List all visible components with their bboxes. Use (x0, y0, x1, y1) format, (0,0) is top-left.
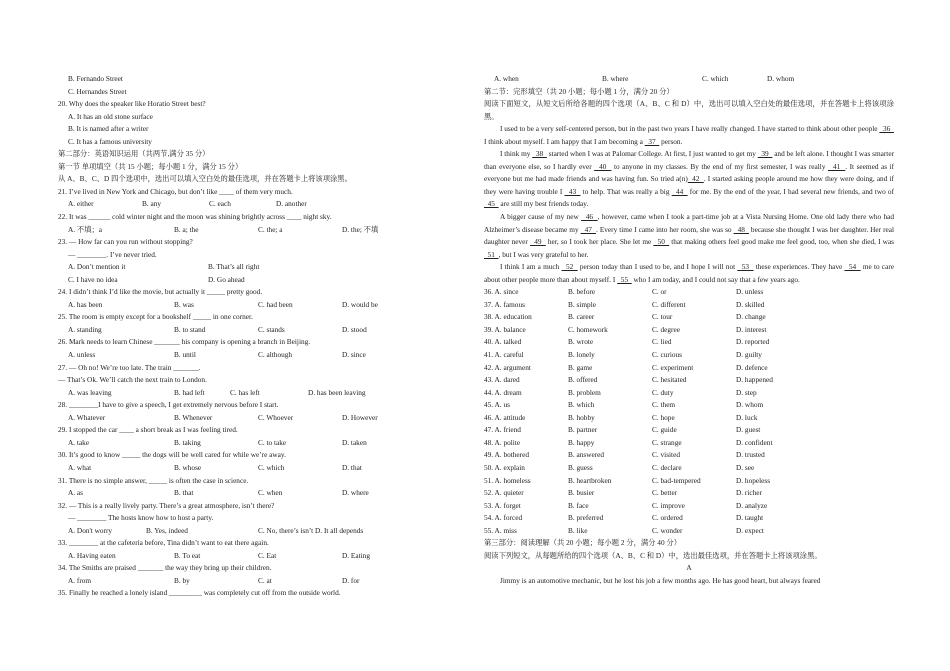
blank-number: 54 (844, 262, 861, 272)
passage-paragraph: I think I am a much 52 person today than I used to be, and I hope I will not 53 these experiences. They have 54 me to care about other people more than about myself. I 55 who I am today, and I could not say that a few years ago. (484, 262, 895, 284)
option-text: C. which (702, 74, 729, 83)
option-text: B. any (142, 199, 162, 209)
option-text: D. whom (736, 400, 764, 410)
option-text: A. 不填；a (68, 224, 103, 234)
option-text: B. guess (568, 462, 593, 472)
option-text: B. like (568, 525, 588, 535)
option-row (58, 387, 473, 400)
question-stem: 33. ________ at the cafeteria before, Tina didn’t want to eat there again. (58, 538, 269, 548)
option-row (58, 198, 473, 211)
option-row (58, 575, 473, 588)
option-text: B. until (174, 350, 196, 360)
option-text: D. guilty (736, 350, 762, 360)
choice-row (484, 449, 894, 462)
option-text: D. interest (736, 324, 767, 334)
option-text: D. whom (767, 74, 795, 83)
option-text: A. was leaving (68, 387, 112, 397)
option-text: 41. A. careful (484, 350, 524, 360)
option-text: D. Eating (342, 550, 370, 560)
section-instructions: 阅读下列短文，从每题所给的四个选项（A、B、C 和 D）中，选出最佳选项，并在答题卡上将该项涂黑。 (484, 550, 822, 560)
option-text: D. stood (342, 324, 367, 334)
option-text: C. although (258, 350, 293, 360)
choice-row (484, 324, 894, 337)
option-text: B. happy (568, 437, 595, 447)
passage-paragraph: I think my 38 started when I was at Palomar College. At first, I just wanted to get my 39 and be left alone. I thought I was smarter than everyone else, so I hardly ever 40 to anyone in my classes. By the end of my first semester, I was really 41 . It seemed as if everyone but me had made friends and was having fun. So tried a(n) 42 . I started asking people around me how they were doing, and if they were having trouble I 43 to help. That was really a big 44 for me. By the end of the year, I had several new friends, and two of 45 are still my best friends today. (484, 149, 895, 209)
option-text: B. by (174, 575, 190, 585)
option-text: B. problem (568, 387, 601, 397)
choice-row (484, 462, 894, 475)
text-line: B. It is named after a writer (68, 124, 149, 134)
passage-paragraph: A bigger cause of my new 46 , however, came when I took a part-time job at a Vista Nursing Home. One old lady there who had Alzheimer’s disease became my 47 . Every time I came into her room, she was so 48 because she thought I was her daughter. Her real daughter never 49 her, so I took her place. She let me 50 that making others feel good make me feel good, too, when she died, I was 51 , but I was very grateful to her. (484, 212, 895, 259)
option-text: B. answered (568, 450, 605, 460)
blank-number: 50 (653, 237, 670, 247)
option-text: A. either (68, 199, 94, 209)
choice-row (484, 399, 894, 412)
blank-number: 51 (484, 249, 499, 259)
option-text: A. from (68, 575, 92, 585)
option-text: D. another (276, 199, 307, 209)
option-text: B. game (568, 362, 593, 372)
blank-number: 37 (644, 136, 660, 146)
option-row (58, 224, 473, 237)
option-text: 40. A. talked (484, 337, 522, 347)
choice-row (484, 349, 894, 362)
option-row (58, 274, 473, 287)
text-line: 从 A、B、C、D 四个选项中，选出可以填入空白处的最佳选项，并在答题卡上将该项涂黑。 (58, 174, 352, 184)
section-title: 第二节：完形填空（共 20 小题；每小题 1 分，满分 20 分） (484, 86, 674, 96)
option-text: C. experiment (652, 362, 694, 372)
option-text: C. tour (652, 312, 673, 322)
option-text: A. what (68, 462, 92, 472)
text-line: 20. Why does the speaker like Horatio Street best? (58, 99, 206, 109)
option-text: B. heartbroken (568, 475, 612, 485)
question-stem: 22. It was ______ cold winter night and the moon was shining brightly across ____ night sky. (58, 212, 332, 222)
option-text: C. different (652, 299, 686, 309)
option-text: D. hopeless (736, 475, 771, 485)
choice-row (484, 487, 894, 500)
option-text: D. that (342, 462, 362, 472)
option-text: C. ordered (652, 513, 683, 523)
option-text: C. improve (652, 500, 685, 510)
option-text: C. curious (652, 350, 682, 360)
question-stem: 27. — Oh no! We’re too late. The train _______. (58, 362, 201, 372)
option-text: B. where (602, 74, 629, 83)
option-text: 37. A. famous (484, 299, 525, 309)
question-stem: 24. I didn’t think I’d like the movie, but actually it _____ pretty good. (58, 287, 263, 297)
option-text: D. skilled (736, 299, 765, 309)
option-text: D. trusted (736, 450, 765, 460)
blank-number: 42 (687, 174, 704, 184)
blank-number: 36 (879, 124, 895, 134)
option-text: B. Whenever (174, 412, 213, 422)
option-text: C. them (652, 400, 676, 410)
option-text: D. step (736, 387, 757, 397)
option-text: C. declare (652, 462, 682, 472)
option-text: B. that (174, 488, 194, 498)
section-instructions: 阅读下面短文，从短文后所给各题的四个选项（A、B、C 和 D）中，选出可以填入空白处的最佳选项，并在答题卡上将该项涂黑。 (484, 99, 894, 121)
blank-number: 47 (580, 224, 596, 234)
option-text: D. taught (736, 513, 764, 523)
option-text: 45. A. us (484, 400, 510, 410)
option-row (58, 525, 473, 538)
choice-row (484, 412, 894, 425)
option-row (484, 73, 894, 86)
blank-number: 40 (594, 161, 612, 171)
option-text: C. guide (652, 425, 677, 435)
choice-row (484, 336, 894, 349)
option-text: B. was (174, 299, 194, 309)
option-text: B. which (568, 400, 595, 410)
option-text: C. I have no idea (68, 274, 118, 284)
option-text: D. happened (736, 375, 773, 385)
option-text: 55. A. miss (484, 525, 517, 535)
option-text: D. Go ahead (208, 274, 245, 284)
option-text: C. lied (652, 337, 672, 347)
blank-number: 39 (757, 149, 773, 159)
option-text: C. had been (258, 299, 293, 309)
option-text: 49. A. bothered (484, 450, 529, 460)
option-row (58, 437, 473, 450)
question-stem: 21. I’ve lived in New York and Chicago, but don’t like ____ of them very much. (58, 186, 293, 196)
option-text: B. To eat (174, 550, 201, 560)
option-text: C. hope (652, 412, 675, 422)
option-text: D. luck (736, 412, 758, 422)
option-text: A. Having eaten (68, 550, 116, 560)
blank-number: 45 (484, 199, 499, 209)
question-stem: 35. Finally he reached a lonely island _________ was completely cut off from the outside world. (58, 588, 341, 598)
option-text: D. guest (736, 425, 761, 435)
option-text: B. preferred (568, 513, 604, 523)
option-text: 39. A. balance (484, 324, 526, 334)
option-text: 42. A. argument (484, 362, 531, 372)
text-line: 第一节 单项填空（共 15 小题；每小题 1 分，满分 15 分） (58, 161, 243, 171)
option-text: C. when (258, 488, 283, 498)
text-line: C. Hernandes Street (68, 86, 127, 96)
choice-row (484, 374, 894, 387)
choice-row (484, 500, 894, 513)
blank-number: 43 (564, 186, 581, 196)
option-text: B. wrote (568, 337, 594, 347)
dialog-line: — ________ The hosts know how to host a party. (68, 513, 214, 523)
option-text: D. the; 不填 (342, 224, 379, 234)
option-text: D. confident (736, 437, 773, 447)
option-text: 43. A. dared (484, 375, 520, 385)
option-text: D. reported (736, 337, 770, 347)
option-text: A. when (494, 74, 519, 83)
option-text: D. analyze (736, 500, 768, 510)
choice-row (484, 286, 894, 299)
option-text: C. the; a (258, 224, 283, 234)
option-text: C. strange (652, 437, 682, 447)
option-text: D. for (342, 575, 360, 585)
choice-row (484, 299, 894, 312)
right-column (484, 0, 894, 587)
passage-paragraph: I used to be a very self-centered person, but in the past two years I have really changed. I have started to think about other people 36 I think about myself. I am happy that I am becoming a 37 person. (484, 124, 895, 146)
blank-number: 46 (581, 212, 598, 222)
option-row (58, 299, 473, 312)
option-text: A. standing (68, 324, 102, 334)
option-text: D. unless (736, 287, 764, 297)
text-line: C. It has a famous university (68, 136, 152, 146)
option-text: B. to stand (174, 324, 206, 334)
option-text: B. career (568, 312, 595, 322)
option-text: B. a; the (174, 224, 199, 234)
option-text: A. as (68, 488, 83, 498)
option-text: D. However (342, 412, 378, 422)
section-title: 第三部分：阅读理解（共 20 小题；每小题 2 分，满分 40 分） (484, 538, 682, 548)
question-stem: 26. Mark needs to learn Chinese _______ his company is opening a branch in Beijing. (58, 337, 311, 347)
option-text: D. richer (736, 488, 762, 498)
option-text: A. Don't worry (68, 525, 113, 535)
option-text: A. Don’t mention it (68, 262, 126, 272)
question-stem: 31. There is no simple answer, _____ is often the case in science. (58, 475, 249, 485)
option-text: C. wonder (652, 525, 683, 535)
blank-number: 53 (737, 262, 754, 272)
choice-row (484, 424, 894, 437)
option-text: B. before (568, 287, 596, 297)
choice-row (484, 362, 894, 375)
option-row (58, 487, 473, 500)
blank-number: 52 (561, 262, 578, 272)
question-stem: 34. The Smiths are praised _______ the way they bring up their children. (58, 563, 272, 573)
option-text: 52. A. quieter (484, 488, 524, 498)
option-text: 50. A. explain (484, 462, 525, 472)
text-line: A. It has an old stone surface (68, 111, 153, 121)
option-text: C. stands (258, 324, 285, 334)
option-row (58, 324, 473, 337)
option-text: A. take (68, 437, 90, 447)
option-text: C. hesitated (652, 375, 687, 385)
option-text: C. has left (230, 387, 260, 397)
option-text: B. face (568, 500, 589, 510)
option-text: D. see (736, 462, 755, 472)
option-text: A. unless (68, 350, 96, 360)
text-line: 第二部分：英语知识运用（共两节,满分 35 分） (58, 149, 210, 159)
option-text: C. bad-tempered (652, 475, 701, 485)
option-text: A. has been (68, 299, 103, 309)
text-line: B. Fernando Street (68, 74, 123, 83)
option-text: 36. A. since (484, 287, 519, 297)
blank-number: 49 (529, 237, 546, 247)
question-stem: 28. ________I have to give a speech, I get extremely nervous before I start. (58, 400, 279, 410)
option-text: C. degree (652, 324, 680, 334)
choice-row (484, 512, 894, 525)
blank-number: 38 (532, 149, 547, 159)
option-text: C. at (258, 575, 272, 585)
option-text: D. change (736, 312, 766, 322)
option-text: 54. A. forced (484, 513, 523, 523)
option-text: C. each (209, 199, 231, 209)
option-text: 44. A. dream (484, 387, 522, 397)
passage-label: A (686, 563, 692, 573)
reading-passage: Jimmy is an automotive mechanic, but he lost his job a few months ago. He has good heart, but always feared (500, 575, 821, 585)
dialog-line: — ________. I’ve never tried. (68, 249, 157, 259)
option-text: B. taking (174, 437, 201, 447)
blank-number: 55 (617, 274, 632, 284)
option-text: 38. A. education (484, 312, 532, 322)
option-text: 47. A. friend (484, 425, 521, 435)
choice-row (484, 387, 894, 400)
option-text: B. had left (174, 387, 205, 397)
option-text: C. Whoever (258, 412, 294, 422)
option-text: D. where (342, 488, 369, 498)
option-text: D. defence (736, 362, 768, 372)
option-text: B. busier (568, 488, 595, 498)
option-text: C. homework (568, 324, 608, 334)
choice-row (484, 525, 894, 538)
option-text: C. or (652, 287, 667, 297)
option-text: 51. A. homeless (484, 475, 531, 485)
choice-row (484, 311, 894, 324)
option-row (58, 550, 473, 563)
option-text: A. Whatever (68, 412, 106, 422)
option-row (58, 349, 473, 362)
choice-row (484, 437, 894, 450)
blank-number: 44 (671, 186, 688, 196)
question-stem: 25. The room is empty except for a bookshelf _____ in one corner. (58, 312, 253, 322)
option-text: B. whose (174, 462, 202, 472)
option-text: B. That’s all right (208, 262, 260, 272)
option-text: C. better (652, 488, 678, 498)
question-stem: 23. — How far can you run without stopping? (58, 237, 193, 247)
question-stem: 29. I stopped the car ____ a short break as I was feeling tired. (58, 425, 238, 435)
dialog-line: — That’s Ok. We’ll catch the next train to London. (58, 375, 207, 385)
option-text: D. taken (342, 437, 367, 447)
option-text: C. No, there’s isn’t D. It all depends (258, 525, 364, 535)
option-text: B. simple (568, 299, 596, 309)
option-text: 46. A. attitude (484, 412, 526, 422)
option-text: D. since (342, 350, 366, 360)
question-stem: 30. It’s good to know _____ the dogs will be well cared for while we’re away. (58, 450, 286, 460)
left-column (58, 0, 473, 600)
option-row (58, 462, 473, 475)
blank-number: 48 (733, 224, 749, 234)
blank-number: 41 (827, 161, 846, 171)
question-stem: 32. — This is a really lively party. There’s a great atmosphere, isn’t there? (58, 500, 275, 510)
option-row (58, 261, 473, 274)
option-text: C. Eat (258, 550, 277, 560)
option-text: C. which (258, 462, 285, 472)
option-text: C. to take (258, 437, 287, 447)
option-text: 48. A. polite (484, 437, 521, 447)
option-text: D. expect (736, 525, 764, 535)
option-text: B. hobby (568, 412, 595, 422)
option-text: C. duty (652, 387, 674, 397)
option-text: B. offered (568, 375, 598, 385)
option-text: D. has been leaving (308, 387, 366, 397)
option-row (58, 412, 473, 425)
option-text: B. partner (568, 425, 598, 435)
option-text: C. visited (652, 450, 680, 460)
option-text: B. lonely (568, 350, 595, 360)
option-text: D. would be (342, 299, 378, 309)
option-text: B. Yes, indeed (146, 525, 188, 535)
choice-row (484, 475, 894, 488)
option-text: 53. A. forget (484, 500, 521, 510)
